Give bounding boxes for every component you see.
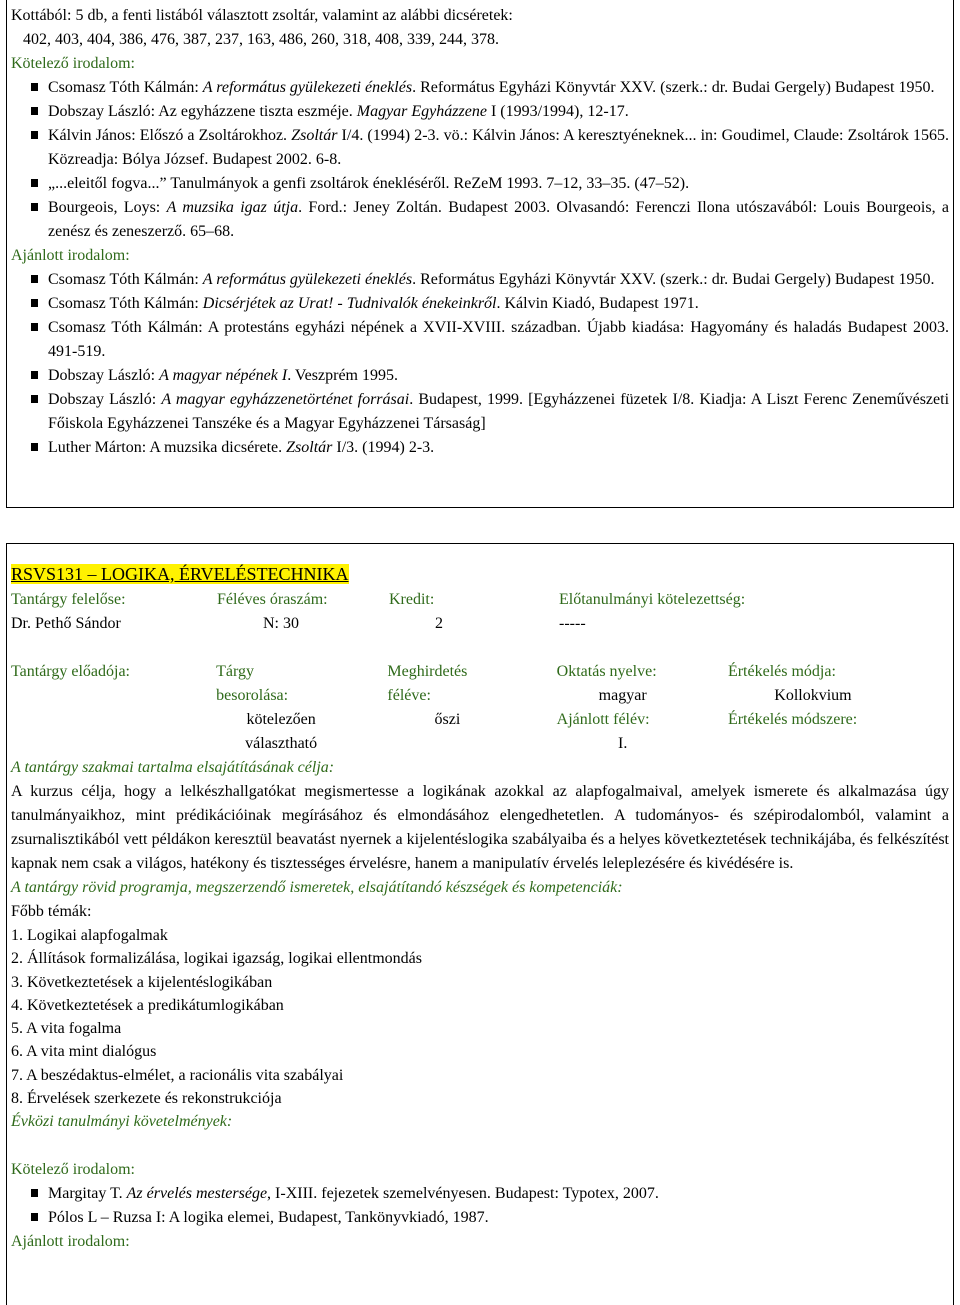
list-item: 6. A vita mint dialógus xyxy=(11,1043,157,1061)
evaluation-method-label: Értékelés módszere: xyxy=(727,711,858,728)
list-item: 4. Következtetések a predikátumlogikában xyxy=(11,996,284,1014)
bullet-icon xyxy=(31,1189,38,1197)
evaluation-value: Kollokvium xyxy=(774,687,852,704)
bullet-icon xyxy=(31,395,38,403)
list-item: Csomasz Tóth Kálmán: A református gyülekezeti éneklés. Református Egyházi Könyvtár XXV. (szerk.: dr. Budai Gergely) Budapest 1950. xyxy=(11,76,949,100)
credit-label: Kredit: xyxy=(389,591,435,608)
bullet-icon xyxy=(31,443,38,451)
goal-heading: A tantárgy szakmai tartalma elsajátításának célja: xyxy=(11,759,335,776)
recommended-semester-label: Ajánlott félév: xyxy=(556,711,650,728)
bullet-icon xyxy=(31,131,38,139)
recommended-literature-list xyxy=(11,268,949,460)
list-item: Csomasz Tóth Kálmán: A református gyülekezeti éneklés. Református Egyházi Könyvtár XXV. (szerk.: dr. Budai Gergely) Budapest 1950. xyxy=(11,268,949,292)
bullet-icon xyxy=(31,1213,38,1221)
list-item: Kálvin János: Előszó a Zsoltárokhoz. Zsoltár I/4. (1994) 2-3. vö.: Kálvin János: A keresztyéneknek... in: Goudimel, Claude: Zsoltárok 1565. Közreadja: Bólya József. Budapest 2002. 6-8. xyxy=(11,124,949,172)
responsible-label: Tantárgy felelőse: xyxy=(11,591,126,608)
bullet-icon xyxy=(31,83,38,91)
recommended-literature-heading: Ajánlott irodalom: xyxy=(11,1233,130,1251)
hours-label: Féléves óraszám: xyxy=(217,591,328,608)
list-item: Luther Márton: A muzsika dicsérete. Zsoltár I/3. (1994) 2-3. xyxy=(11,436,949,460)
classification-label: Tárgy besorolása: xyxy=(216,663,289,704)
classification-value: kötelezően választható xyxy=(245,711,318,752)
list-item: Dobszay László: A magyar egyházzenetörténet forrásai. Budapest, 1999. [Egyházzenei füzetek I/8. Kiadja: A Liszt Ferenc Zeneművészeti Főiskola Egyházzenei Tanszéke és a Magyar Egyházzenei Társaság] xyxy=(11,388,949,436)
course-info-row-1 xyxy=(11,588,949,636)
recommended-literature-heading: Ajánlott irodalom: xyxy=(11,247,130,264)
required-literature-list xyxy=(11,76,949,244)
required-literature-list xyxy=(11,1182,949,1230)
recommended-semester-value: I. xyxy=(618,735,628,752)
bullet-icon xyxy=(31,203,38,211)
semester-value: őszi xyxy=(434,711,461,728)
list-item: 7. A beszédaktus-elmélet, a racionális vita szabályai xyxy=(11,1066,344,1084)
requirements-heading: Évközi tanulmányi követelmények: xyxy=(11,1113,233,1131)
semester-label: Meghirdetés féléve: xyxy=(387,663,468,704)
bullet-icon xyxy=(31,371,38,379)
bullet-icon xyxy=(31,107,38,115)
list-item: „...eleitől fogva...” Tanulmányok a genfi zsoltárok énekléséről. ReZeM 1993. 7–12, 33–35. (47–52). xyxy=(11,172,949,196)
required-literature-heading: Kötelező irodalom: xyxy=(11,1161,135,1179)
course-section xyxy=(6,543,954,1305)
list-item: Csomasz Tóth Kálmán: Dicsérjétek az Urat! - Tudnivalók énekeinkről. Kálvin Kiadó, Budapest 1971. xyxy=(11,292,949,316)
list-item: 2. Állítások formalizálása, logikai igazság, logikai ellentmondás xyxy=(11,950,422,968)
list-item: 8. Érvelések szerkezete és rekonstrukciója xyxy=(11,1090,282,1108)
required-literature-heading: Kötelező irodalom: xyxy=(11,55,135,72)
list-item: 3. Következtetések a kijelentéslogikában xyxy=(11,973,273,991)
list-item: Pólos L – Ruzsa I: A logika elemei, Budapest, Tankönyvkiadó, 1987. xyxy=(11,1206,949,1230)
course-title: RSVS131 – LOGIKA, ÉRVELÉSTECHNIKA xyxy=(11,564,349,584)
hours-value: N: 30 xyxy=(263,615,299,632)
bullet-icon xyxy=(31,275,38,283)
language-label: Oktatás nyelve: xyxy=(556,663,657,680)
course-info-row-2 xyxy=(11,660,949,756)
list-item: Csomasz Tóth Kálmán: A protestáns egyházi népének a XVII-XVIII. században. Újabb kiadása: Hagyomány és haladás Budapest 2003. 491-519. xyxy=(11,316,949,364)
bullet-icon xyxy=(31,323,38,331)
credit-value: 2 xyxy=(435,615,443,632)
prerequisite-label: Előtanulmányi kötelezettség: xyxy=(559,591,746,608)
goal-text: A kurzus célja, hogy a lelkészhallgatókat megismertesse a logikának azokkal az alapfogalmaival, amelyek ismerete és alkalmazása úgy tanulmányaikhoz, mint prédikációinak megírásához és elmondásához elengedhetetlen. A tudományos- és szépirodalomból, valamint a zsurnalisztikából vett példákon keresztül beavatást nyernek a kijelentéslogika szabályaiba és a helyes következtetések technikájába, és felkészítést kapnak nem csak a világos, hatékony és tisztességes érvelésre, hanem a manipulatív érvelés leleplezésére és kivédésére is. xyxy=(11,783,949,872)
language-value: magyar xyxy=(598,687,647,704)
program-heading: A tantárgy rövid programja, megszerzendő ismeretek, elsajátítandó készségek és kompetenciák: xyxy=(11,879,623,896)
list-item: 5. A vita fogalma xyxy=(11,1020,122,1038)
topics-heading: Főbb témák: xyxy=(11,903,92,920)
bullet-icon xyxy=(31,299,38,307)
list-item: Dobszay László: Az egyházzene tiszta eszméje. Magyar Egyházzene I (1993/1994), 12-17. xyxy=(11,100,949,124)
prerequisite-value: ----- xyxy=(559,615,586,632)
lecturer-label: Tantárgy előadója: xyxy=(11,663,130,680)
intro-line: Kottából: 5 db, a fenti listából választott zsoltár, valamint az alábbi dicséretek: xyxy=(11,7,513,24)
list-item: Margitay T. Az érvelés mestersége, I-XIII. fejezetek szemelvényesen. Budapest: Typotex, 2007. xyxy=(11,1182,949,1206)
top-section xyxy=(6,0,954,508)
evaluation-label: Értékelés módja: xyxy=(727,663,836,680)
bullet-icon xyxy=(31,179,38,187)
topics-list xyxy=(11,924,949,1110)
responsible-value: Dr. Pethő Sándor xyxy=(11,615,121,632)
list-item: Dobszay László: A magyar népének I. Veszprém 1995. xyxy=(11,364,949,388)
list-item: 1. Logikai alapfogalmak xyxy=(11,927,168,944)
intro-numbers: 402, 403, 404, 386, 476, 387, 237, 163, 486, 260, 318, 408, 339, 244, 378. xyxy=(23,31,499,48)
list-item: Bourgeois, Loys: A muzsika igaz útja. Ford.: Jeney Zoltán. Budapest 2003. Olvasandó: Ferenczi Ilona utószavából: Louis Bourgeois, a zenész és zeneszerző. 65–68. xyxy=(11,196,949,244)
